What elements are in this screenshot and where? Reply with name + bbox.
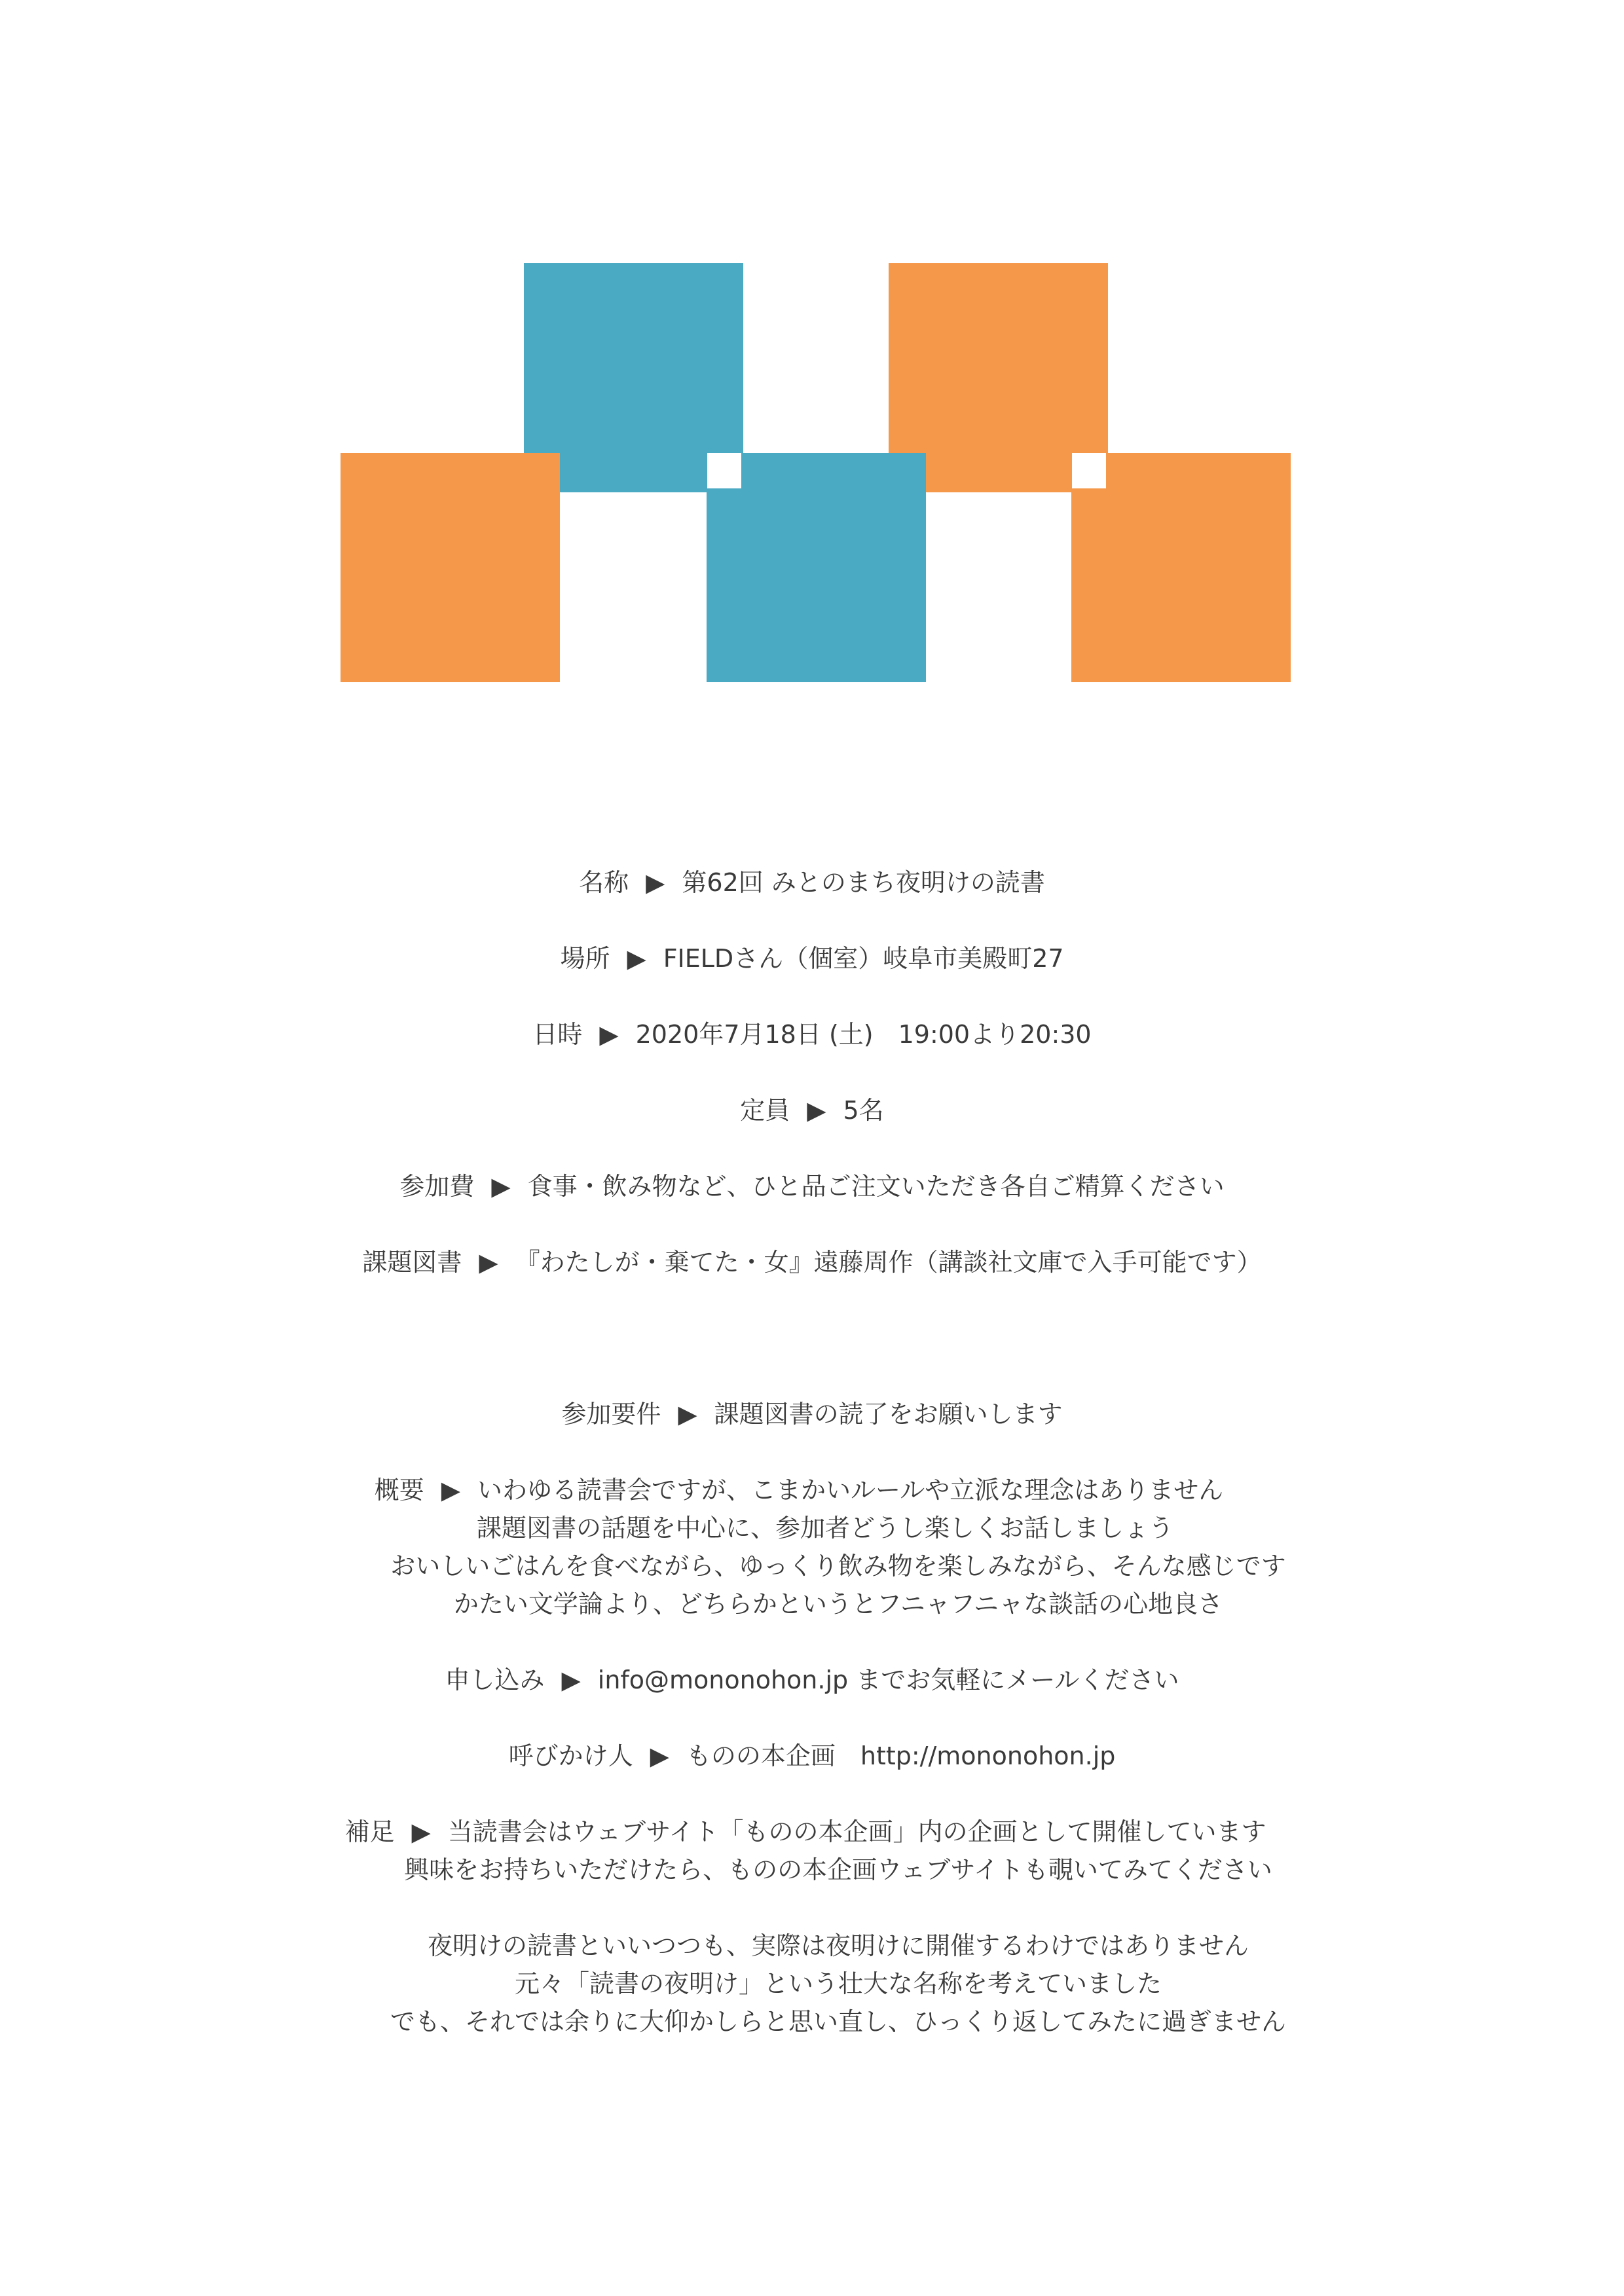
arrow-icon: ▶ <box>491 1172 511 1201</box>
requirements-label: 参加要件 <box>561 1400 661 1429</box>
detail-value: 2020年7月18日 (土) 19:00より20:30 <box>635 1020 1092 1049</box>
logo <box>0 0 1624 720</box>
detail-fee <box>0 1168 1624 1205</box>
logo-gap <box>1072 453 1106 488</box>
organizer-value: ものの本企画 http://mononohon.jp <box>686 1741 1116 1770</box>
detail-value: 5名 <box>843 1096 884 1125</box>
detail-label: 参加費 <box>399 1172 475 1201</box>
arrow-icon: ▶ <box>441 1476 460 1504</box>
supplement-label: 補足 <box>344 1817 395 1846</box>
detail-book <box>0 1244 1624 1281</box>
detail-capacity <box>0 1092 1624 1129</box>
arrow-icon: ▶ <box>627 944 646 973</box>
application-value: info@mononohon.jp までお気軽にメールください <box>597 1666 1179 1694</box>
arrow-icon: ▶ <box>807 1096 826 1125</box>
arrow-icon: ▶ <box>650 1741 669 1770</box>
overview-label: 概要 <box>374 1476 424 1504</box>
supplement <box>0 1813 1624 1850</box>
detail-value: 第62回 みとのまち夜明けの読書 <box>682 868 1045 897</box>
detail-label: 日時 <box>532 1020 583 1049</box>
arrow-icon: ▶ <box>599 1020 619 1049</box>
organizer-label: 呼びかけ人 <box>508 1741 633 1770</box>
supplement-note-line: 元々「読書の夜明け」という壮大な名称を考えていました <box>514 1969 1162 1998</box>
overview <box>0 1472 1624 1508</box>
overview-line: おいしいごはんを食べながら、ゆっくり飲み物を楽しみながら、そんな感じです <box>390 1552 1286 1580</box>
detail-value: 食事・飲み物など、ひと品ご注文いただき各自ご精算ください <box>527 1172 1225 1201</box>
requirements-value: 課題図書の読了をお願いします <box>714 1400 1063 1429</box>
application <box>0 1662 1624 1698</box>
logo-square-orange-left <box>341 453 560 682</box>
detail-value: FIELDさん（個室）岐阜市美殿町27 <box>663 944 1064 973</box>
arrow-icon: ▶ <box>646 868 665 897</box>
supplement-line: 当読書会はウェブサイト「ものの本企画」内の企画として開催しています <box>447 1817 1266 1846</box>
arrow-icon: ▶ <box>411 1817 431 1846</box>
detail-datetime <box>0 1016 1624 1053</box>
requirements <box>0 1396 1624 1432</box>
arrow-icon: ▶ <box>678 1400 697 1429</box>
overview-line: 課題図書の話題を中心に、参加者どうし楽しくお話しましょう <box>476 1514 1173 1542</box>
detail-label: 名称 <box>579 868 629 897</box>
arrow-icon: ▶ <box>561 1666 581 1694</box>
organizer <box>0 1738 1624 1774</box>
arrow-icon: ▶ <box>479 1248 498 1277</box>
supplement-line: 興味をお持ちいただけたら、ものの本企画ウェブサイトも覗いてみてください <box>404 1855 1272 1884</box>
detail-label: 定員 <box>740 1096 790 1125</box>
logo-gap <box>707 453 741 488</box>
detail-value: 『わたしが・棄てた・女』遠藤周作（講談社文庫で入手可能です） <box>515 1248 1262 1277</box>
application-label: 申し込み <box>445 1666 545 1694</box>
supplement-note-line: でも、それでは余りに大仰かしらと思い直し、ひっくり返してみたに過ぎません <box>390 2007 1286 2036</box>
supplement-note-line: 夜明けの読書といいつつも、実際は夜明けに開催するわけではありません <box>427 1931 1249 1960</box>
detail-label: 場所 <box>560 944 610 973</box>
detail-place <box>0 940 1624 977</box>
overview-line: かたい文学論より、どちらかというとフニャフニャな談話の心地良さ <box>453 1590 1223 1618</box>
detail-name <box>0 864 1624 901</box>
detail-label: 課題図書 <box>362 1248 462 1277</box>
overview-line: いわゆる読書会ですが、こまかいルールや立派な理念はありません <box>477 1476 1224 1504</box>
